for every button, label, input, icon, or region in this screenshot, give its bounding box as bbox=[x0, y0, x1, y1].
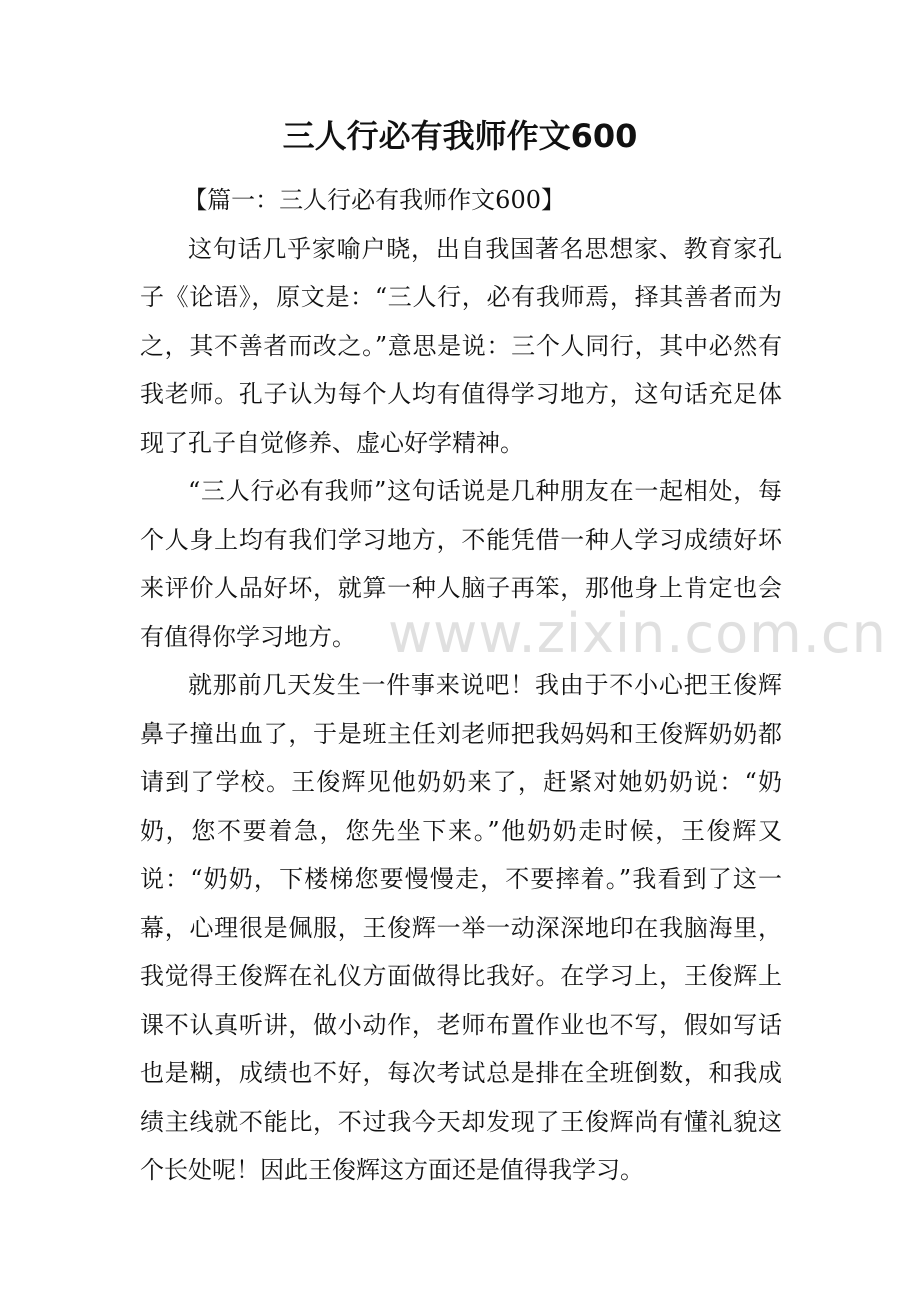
site-watermark: www.zixin.com.cn bbox=[388, 602, 887, 665]
document-title: 三人行必有我师作文600 bbox=[282, 117, 638, 155]
paragraph-2: “三人行必有我师”这句话说是几种朋友在一起相处，每个人身上均有我们学习地方，不能凭借一种人学习成绩好坏来评价人品好坏，就算一种人脑子再笨，那他身上肯定也会有值得你学习地方。 bbox=[140, 477, 782, 651]
paragraph-3: 就那前几天发生一件事来说吧！我由于不小心把王俊辉鼻子撞出血了，于是班主任刘老师把我妈妈和王俊辉奶奶都请到了学校。王俊辉见他奶奶来了，赶紧对她奶奶说：“奶奶，您不要着急，您先坐下来。”他奶奶走时候，王俊辉又说：“奶奶，下楼梯您要慢慢走，不要摔着。”我看到了这一幕，心理很是佩服，王俊辉一举一动深深地印在我脑海里，我觉得王俊辉在礼仪方面做得比我好。在学习上，王俊辉上课不认真听讲，做小动作，老师布置作业也不写，假如写话也是糊，成绩也不好，每次考试总是排在全班倒数，和我成绩主线就不能比，不过我今天却发现了王俊辉尚有懂礼貌这个长处呢！因此王俊辉这方面还是值得我学习。 bbox=[140, 671, 782, 1184]
section-heading: 【篇一：三人行必有我师作文600】 bbox=[183, 186, 565, 214]
document-body bbox=[140, 176, 782, 1195]
paragraph-1: 这句话几乎家喻户晓，出自我国著名思想家、教育家孔子《论语》，原文是：“三人行，必有我师焉，择其善者而为之，其不善者而改之。”意思是说：三个人同行，其中必然有我老师。孔子认为每个人均有值得学习地方，这句话充足体现了孔子自觉修养、虚心好学精神。 bbox=[140, 234, 782, 457]
